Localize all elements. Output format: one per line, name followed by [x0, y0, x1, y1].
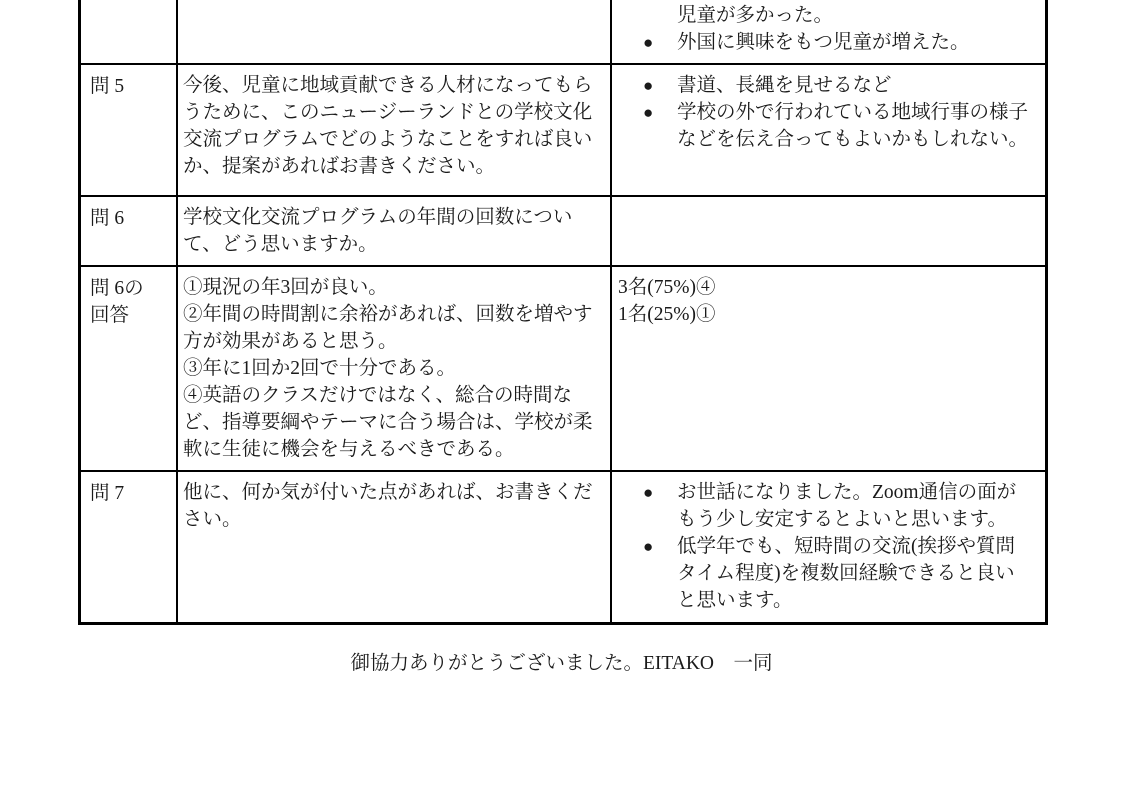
closing-note: 御協力ありがとうございました。EITAKO 一同	[350, 653, 773, 674]
bullet-icon: ●	[643, 537, 654, 556]
answer-text: 児童が多かった。	[677, 5, 834, 26]
answer-cell	[612, 197, 1045, 265]
question-number-cell	[81, 65, 178, 195]
question-paragraph: 今後、児童に地域貢献できる人材になってもらうために、このニュージーランドとの学校文化交流プログラムでどのようなことをすれば良いか、提案があればお書きください。	[183, 75, 593, 177]
row-q5	[81, 65, 1045, 197]
answer-text: 外国に興味をもつ児童が増えた。	[677, 32, 970, 53]
question-number-cell	[81, 197, 178, 265]
bullet-icon: ●	[643, 33, 654, 52]
question-paragraph: ②年間の時間割に余裕があれば、回数を増やす方が効果があると思う。	[183, 304, 593, 352]
question-number-cell	[81, 0, 178, 63]
question-text-cell	[178, 267, 612, 470]
answer-cell	[612, 267, 1045, 470]
question-paragraph: 他に、何か気が付いた点があれば、お書きください。	[183, 482, 593, 530]
question-number-cell	[81, 472, 178, 622]
answer-item	[618, 479, 1031, 533]
question-text-cell	[178, 0, 612, 63]
answer-item	[618, 99, 1031, 153]
answer-item	[618, 2, 1031, 29]
answer-text: 低学年でも、短時間の交流(挨拶や質問タイム程度)を複数回経験できると良いと思います。	[677, 536, 1015, 611]
answer-text: 書道、長縄を見せるなど	[677, 75, 892, 96]
row-q6	[81, 197, 1045, 267]
answer-cell	[612, 65, 1045, 195]
answer-cell	[612, 0, 1045, 63]
question-number: 回答	[90, 305, 130, 326]
bullet-icon: ●	[643, 103, 654, 122]
question-number: 問 6	[90, 208, 125, 229]
question-paragraph: ③年に1回か2回で十分である。	[183, 358, 457, 379]
answer-cell	[612, 472, 1045, 622]
answer-text: 学校の外で行われている地域行事の様子などを伝え合ってもよいかもしれない。	[677, 102, 1029, 150]
question-number: 問 7	[90, 483, 125, 504]
question-number-cell	[81, 267, 178, 470]
answer-tally-line: 1名(25%)①	[618, 304, 716, 325]
answer-text: お世話になりました。Zoom通信の面がもう少し安定するとよいと思います。	[677, 482, 1017, 530]
answer-item	[618, 533, 1031, 614]
question-paragraph: ④英語のクラスだけではなく、総合の時間など、指導要綱やテーマに合う場合は、学校が柔軟に生徒に機会を与えるべきである。	[183, 385, 593, 460]
bullet-icon: ●	[643, 483, 654, 502]
question-number: 問 5	[90, 76, 125, 97]
question-text-cell	[178, 197, 612, 265]
row-q7	[81, 472, 1045, 622]
answer-item	[618, 29, 1031, 56]
question-number: 問 6の	[90, 278, 144, 299]
answer-tally-line: 3名(75%)④	[618, 277, 716, 298]
row-q6-kaito	[81, 267, 1045, 472]
question-text-cell	[178, 65, 612, 195]
question-paragraph: ①現況の年3回が良い。	[183, 277, 388, 298]
survey-results-table	[78, 0, 1048, 625]
question-paragraph: 学校文化交流プログラムの年間の回数について、どう思いますか。	[183, 207, 573, 255]
answer-item	[618, 72, 1031, 99]
row-q4-answers-tail	[81, 0, 1045, 65]
question-text-cell	[178, 472, 612, 622]
bullet-icon: ●	[643, 76, 654, 95]
